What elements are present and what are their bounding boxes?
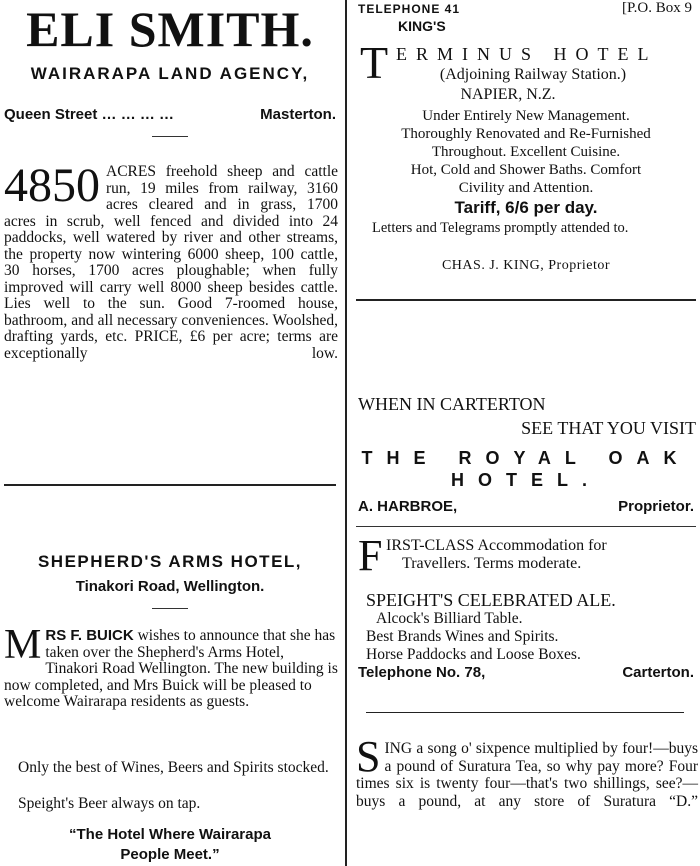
see-that-you-visit: SEE THAT YOU VISIT <box>521 418 696 438</box>
section-rule <box>4 484 336 486</box>
billiard-line: Alcock's Billiard Table. <box>376 610 523 627</box>
kings-adjoining: (Adjoining Railway Station.) <box>439 66 627 83</box>
land-listing <box>4 159 338 379</box>
address-street: Queen Street … … … … <box>4 106 175 123</box>
slogan-line-2: People Meet.” <box>120 846 220 863</box>
short-rule <box>356 526 696 527</box>
drop-cap-t: T <box>360 37 389 88</box>
agency-name: WAIRARAPA LAND AGENCY, <box>30 64 310 83</box>
section-rule <box>366 712 684 713</box>
harbroe-name: A. HARBROE, <box>358 498 458 515</box>
beer-line: Speight's Beer always on tap. <box>18 795 201 812</box>
drop-cap-m: M <box>4 622 42 668</box>
shepherds-title: SHEPHERD'S ARMS HOTEL, <box>37 552 303 571</box>
kings-tariff: Tariff, 6/6 per day. <box>454 198 598 217</box>
acres-number: 4850 <box>4 159 100 212</box>
brands-line: Best Brands Wines and Spirits. <box>366 628 559 645</box>
suratura-text: ING a song o' sixpence multiplied by four!—buys a pound of Suratura Tea, so why pay more? Four times six is twenty four—that's two shillings, see?—buys a pound, at any store of Suratura “D.” <box>356 740 698 810</box>
kings-telephone: TELEPHONE 41 <box>358 2 461 16</box>
suratura-ad <box>356 732 698 828</box>
drop-cap-s: S <box>356 732 381 781</box>
kings-line-3: Throughout. Excellent Cuisine. <box>431 144 621 160</box>
short-rule <box>152 136 188 137</box>
royal-oak-name: THE ROYAL OAK <box>361 448 691 468</box>
royal-town: Carterton. <box>622 664 694 681</box>
kings-proprietor: CHAS. J. KING, Proprietor <box>441 258 611 273</box>
kings-line-1: Under Entirely New Management. <box>422 108 630 124</box>
when-in-carterton: WHEN IN CARTERTON <box>358 394 546 414</box>
section-rule <box>356 299 696 301</box>
listing-text: ACRES freehold sheep and cattle run, 19 miles from railway, 3160 acres cleared and in grass, 1700 acres in scrub, well fenced and divided into 24 paddocks, well watered by river and other streams, the property now wintering 6000 sheep, 100 cattle, 30 horses, 1700 acres ploughable; when fully improved will carry well 8000 sheep besides cattle. Lies well to the sun. Good 7-roomed house, bathroom, and all necessary conveniences. Woolshed, drafting yards, etc. PRICE, £6 per acre; terms are exceptionally low. <box>4 163 338 362</box>
kings-line-2: Thoroughly Renovated and Re-Furnished <box>401 126 651 142</box>
kings-place: NAPIER, N.Z. <box>460 86 556 103</box>
royal-oak-hotel: HOTEL. <box>451 470 601 490</box>
slogan-line-1: “The Hotel Where Wairarapa <box>69 826 271 843</box>
proprietor-name: RS F. BUICK <box>45 627 134 644</box>
address-town: Masterton. <box>260 106 336 123</box>
column-divider <box>345 0 347 866</box>
kings-line-5: Civility and Attention. <box>458 180 594 196</box>
kings-pobox: [P.O. Box 9 <box>621 0 692 16</box>
royal-telephone: Telephone No. 78, <box>358 664 486 681</box>
travellers-line: Travellers. Terms moderate. <box>402 555 582 572</box>
speights-ale: SPEIGHT'S CELEBRATED ALE. <box>366 590 616 610</box>
wines-line <box>4 760 338 777</box>
eli-smith-title: ELI SMITH. <box>26 1 314 57</box>
short-rule <box>152 608 188 609</box>
shepherds-notice <box>4 622 338 711</box>
kings-name: KING'S <box>398 18 446 34</box>
harbroe-role: Proprietor. <box>618 498 694 515</box>
kings-letters: Letters and Telegrams promptly attended to. <box>372 220 629 236</box>
kings-line-4: Hot, Cold and Shower Baths. Comfort <box>410 162 642 178</box>
first-class-line: IRST-CLASS Accommodation for <box>386 537 607 554</box>
terminus-hotel: ERMINUS HOTEL <box>396 44 658 64</box>
notice-text: wishes to announce that she has taken over the Shepherd's Arms Hotel, Tinakori Road Wellington. The new building is now completed, and Mrs Buick will be pleased to welcome Wairarapa residents as guests. <box>4 627 338 710</box>
horse-line: Horse Paddocks and Loose Boxes. <box>366 646 581 663</box>
wines-text: Only the best of Wines, Beers and Spirits stocked. <box>18 759 329 776</box>
shepherds-address: Tinakori Road, Wellington. <box>75 578 265 595</box>
drop-cap-f: F <box>358 531 383 580</box>
